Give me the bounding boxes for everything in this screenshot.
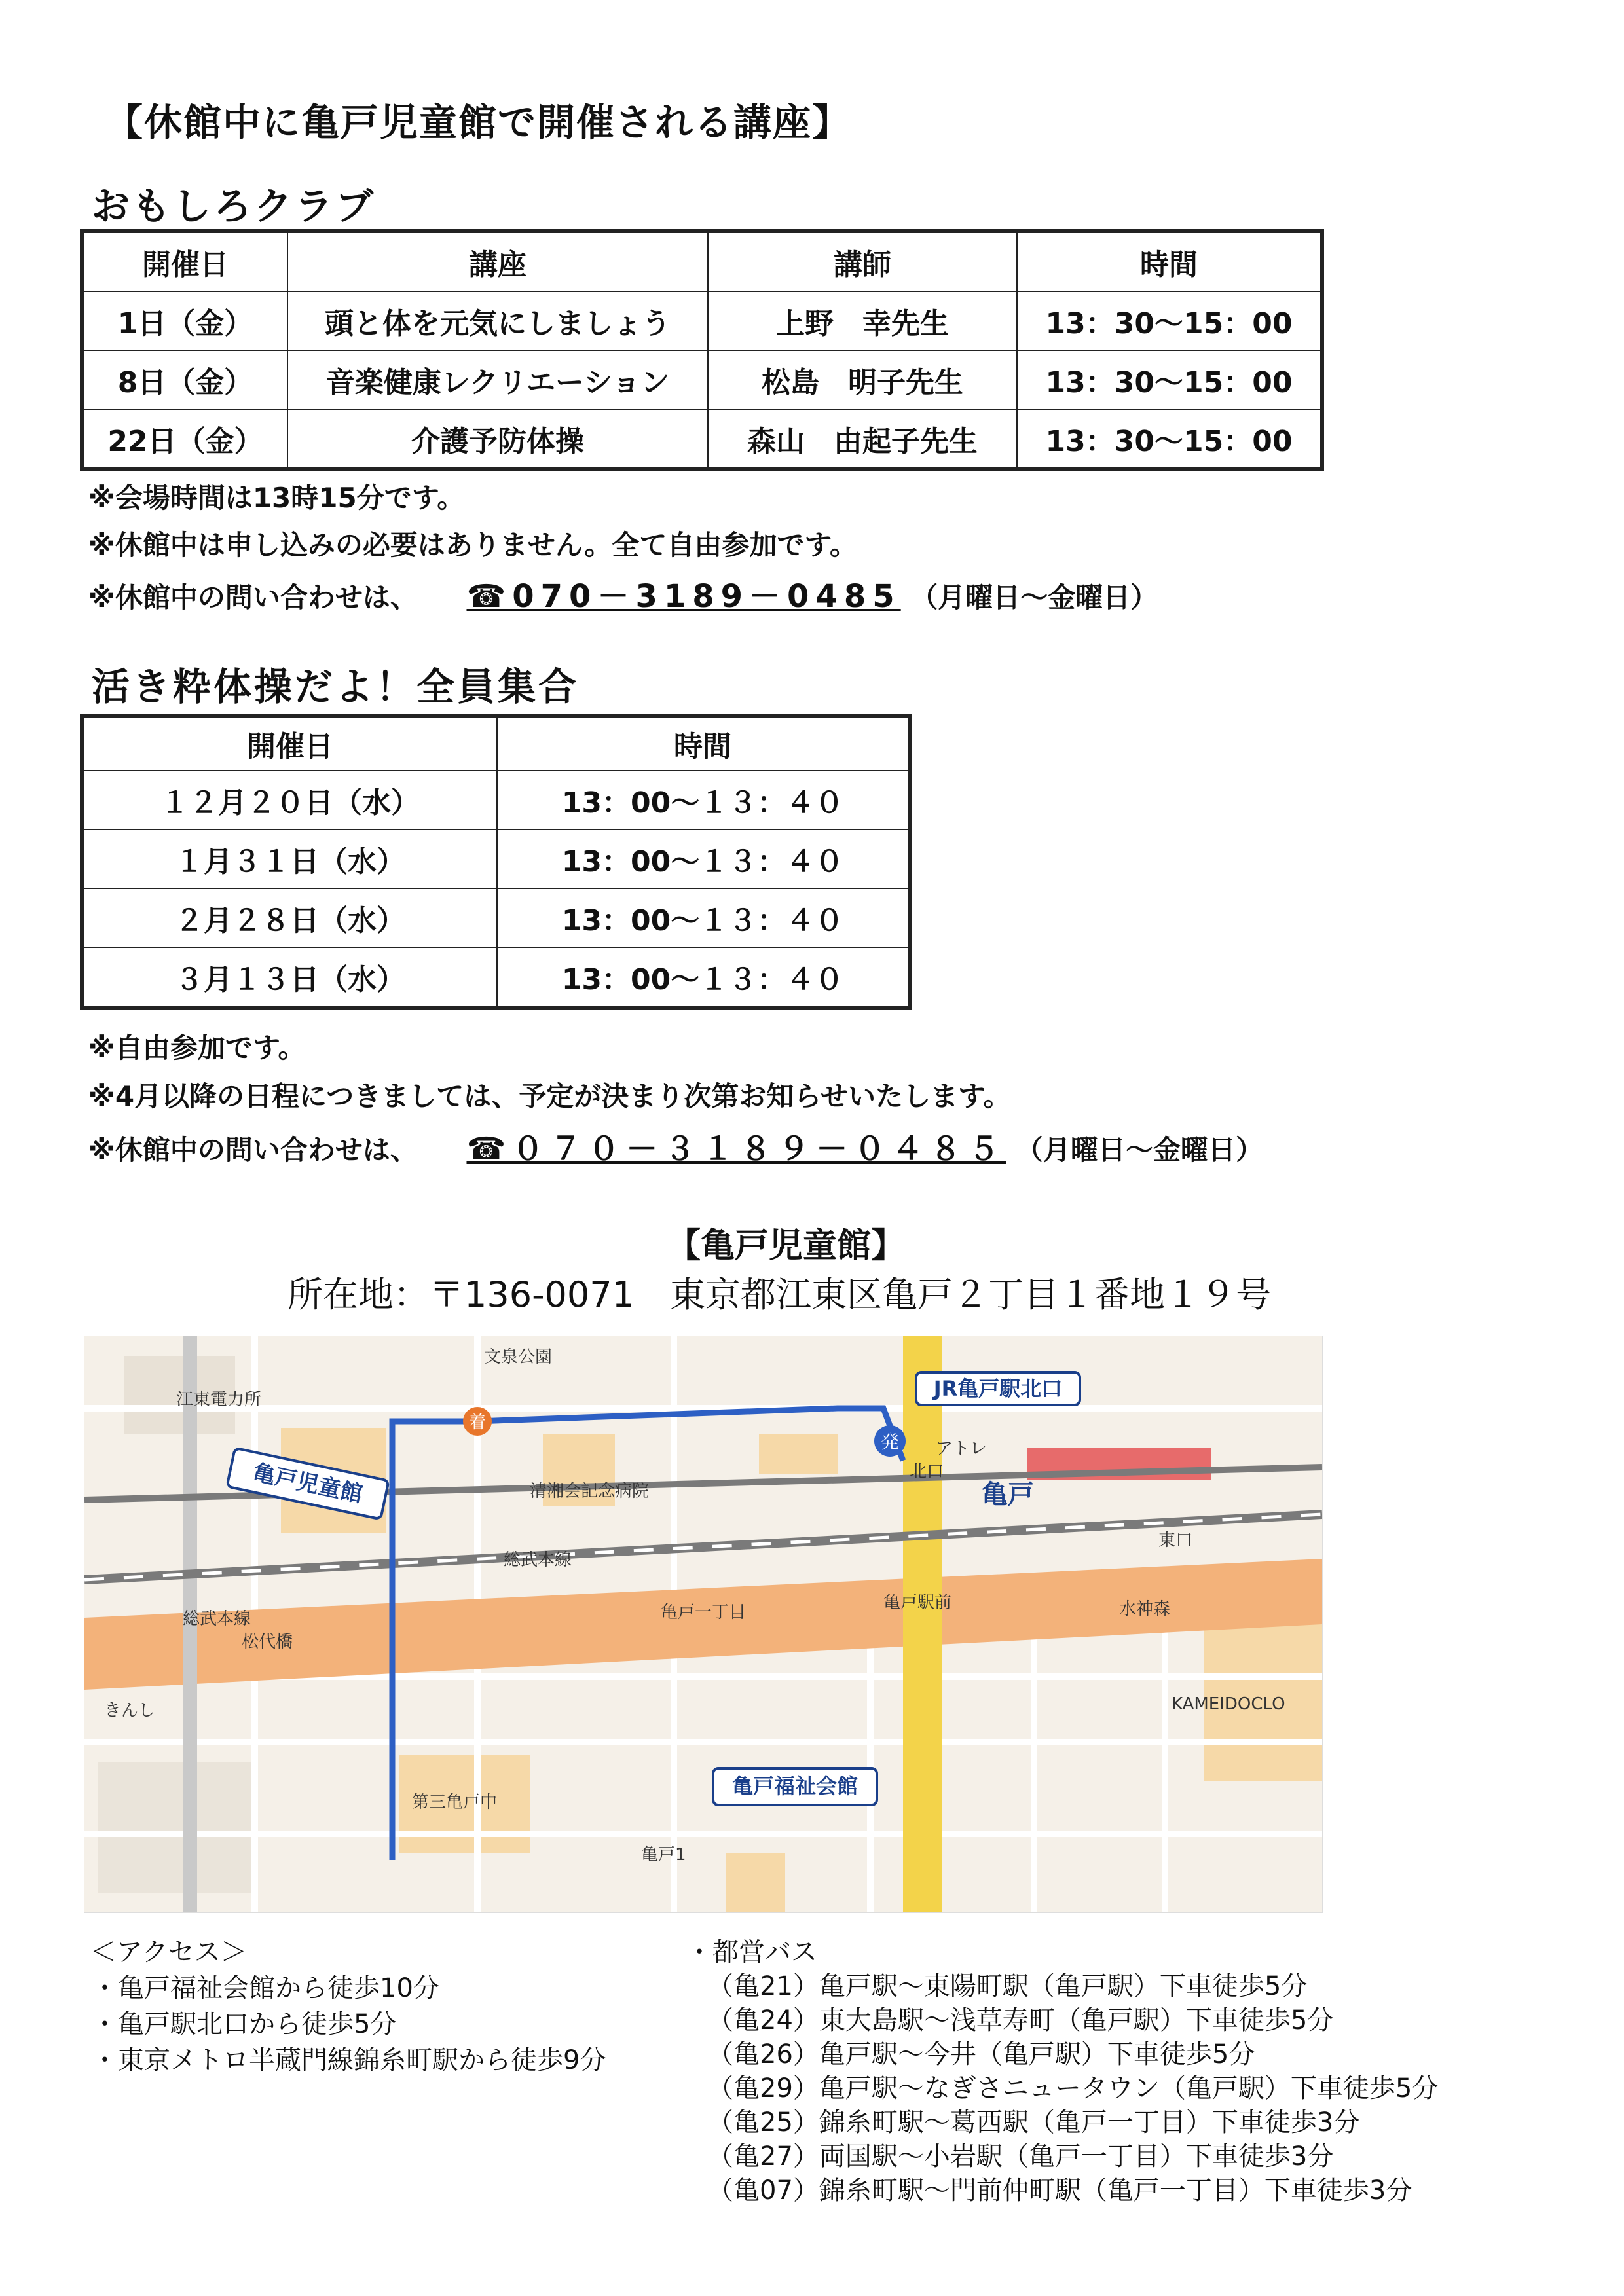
inquiry-days: （月曜日〜金曜日） bbox=[1015, 1134, 1263, 1166]
exercise-note-2: ※4月以降の日程につきましては、予定が決まり次第お知らせいたします。 bbox=[88, 1080, 1011, 1112]
club-cell: 13：30〜15：00 bbox=[1017, 409, 1322, 469]
club-header-teacher: 講師 bbox=[708, 231, 1017, 291]
exercise-cell: １２月２０日（水） bbox=[82, 771, 497, 829]
club-cell: 8日（金） bbox=[82, 350, 287, 409]
exercise-cell: 13：00〜１３：４０ bbox=[497, 947, 910, 1008]
map-label-kinshi: きんし bbox=[104, 1701, 156, 1721]
club-cell: 上野 幸先生 bbox=[708, 291, 1017, 350]
bus-heading: ・都営バス bbox=[686, 1937, 817, 1967]
table-row bbox=[82, 888, 910, 947]
map-label-fukushi: 亀戸福祉会館 bbox=[731, 1774, 858, 1798]
page-title: 【休館中に亀戸児童館で開催される講座】 bbox=[105, 100, 852, 145]
club-cell: 音楽健康レクリエーション bbox=[287, 350, 708, 409]
bus-item: （亀26）亀戸駅〜今井（亀戸駅）下車徒歩5分 bbox=[707, 2039, 1255, 2069]
access-map bbox=[84, 1336, 1323, 1913]
club-cell: 介護予防体操 bbox=[287, 409, 708, 469]
exercise-header-date: 開催日 bbox=[82, 716, 497, 771]
bus-item: （亀07）錦糸町駅〜門前仲町駅（亀戸一丁目）下車徒歩3分 bbox=[707, 2176, 1412, 2206]
map-label-north-exit: 北口 bbox=[910, 1462, 944, 1482]
table-row bbox=[82, 947, 910, 1008]
map-block bbox=[759, 1434, 838, 1474]
map-label-kameido1: 亀戸1 bbox=[641, 1845, 686, 1865]
inquiry-days: （月曜日〜金曜日） bbox=[910, 581, 1158, 613]
table-row bbox=[82, 771, 910, 829]
map-label-matsudai: 松代橋 bbox=[242, 1632, 293, 1652]
map-label-daisan: 第三亀戸中 bbox=[412, 1793, 498, 1812]
map-block bbox=[98, 1762, 255, 1893]
exercise-inquiry bbox=[88, 1123, 1263, 1169]
club-heading: おもしろクラブ bbox=[92, 184, 377, 228]
access-item: ・亀戸福祉会館から徒歩10分 bbox=[92, 1973, 439, 2003]
map-start-mark: 発 bbox=[880, 1431, 900, 1453]
map-label-kameido1chome: 亀戸一丁目 bbox=[661, 1603, 747, 1622]
club-cell: 13：30〜15：00 bbox=[1017, 350, 1322, 409]
table-row bbox=[82, 409, 1322, 469]
bus-item: （亀27）両国駅〜小岩駅（亀戸一丁目）下車徒歩3分 bbox=[707, 2141, 1334, 2172]
map-svg bbox=[84, 1336, 1322, 1912]
exercise-note-1: ※自由参加です。 bbox=[88, 1032, 306, 1064]
club-note-1: ※会場時間は13時15分です。 bbox=[88, 482, 465, 514]
inquiry-prefix: ※休館中の問い合わせは、 bbox=[88, 1134, 418, 1166]
map-label-bunkyo: 文泉公園 bbox=[484, 1347, 553, 1367]
club-cell: 13：30〜15：00 bbox=[1017, 291, 1322, 350]
map-road-vertical bbox=[903, 1336, 942, 1912]
club-inquiry bbox=[88, 571, 1158, 616]
club-cell: 1日（金） bbox=[82, 291, 287, 350]
exercise-cell: 13：00〜１３：４０ bbox=[497, 888, 910, 947]
map-block bbox=[726, 1853, 785, 1912]
map-label-ekimae: 亀戸駅前 bbox=[883, 1593, 952, 1613]
exercise-heading: 活き粋体操だよ！全員集合 bbox=[92, 665, 580, 709]
phone-number[interactable]: ☎０７０－３１８９－０４８５ bbox=[466, 1131, 1006, 1167]
exercise-cell: ２月２８日（水） bbox=[82, 888, 497, 947]
club-cell: 森山 由起子先生 bbox=[708, 409, 1017, 469]
map-label-denryoku: 江東電力所 bbox=[176, 1390, 262, 1410]
access-item: ・東京メトロ半蔵門線錦糸町駅から徒歩9分 bbox=[92, 2045, 606, 2075]
club-note-2: ※休館中は申し込みの必要はありません。全て自由参加です。 bbox=[88, 529, 857, 561]
map-label-station: 亀戸 bbox=[982, 1480, 1034, 1510]
map-label-sobu1: 総武本線 bbox=[504, 1550, 572, 1570]
exercise-table bbox=[80, 714, 912, 1010]
inquiry-prefix: ※休館中の問い合わせは、 bbox=[88, 581, 418, 613]
club-table bbox=[80, 229, 1324, 471]
map-label-kameidoclo: KAMEIDOCLO bbox=[1172, 1694, 1285, 1714]
bus-item: （亀29）亀戸駅〜なぎさニュータウン（亀戸駅）下車徒歩5分 bbox=[707, 2073, 1439, 2104]
table-row bbox=[82, 829, 910, 888]
club-cell: 松島 明子先生 bbox=[708, 350, 1017, 409]
phone-number[interactable]: ☎070－3189－0485 bbox=[466, 578, 901, 615]
map-goal-mark: 着 bbox=[468, 1413, 487, 1432]
club-header-date: 開催日 bbox=[82, 231, 287, 291]
club-header-time: 時間 bbox=[1017, 231, 1322, 291]
map-label-suijin: 水神森 bbox=[1119, 1599, 1171, 1619]
map-label-seishinkai: 清湘会記念病院 bbox=[530, 1482, 650, 1501]
club-cell: 頭と体を元気にしましょう bbox=[287, 291, 708, 350]
exercise-header-time: 時間 bbox=[497, 716, 910, 771]
map-label-jr-north: JR亀戸駅北口 bbox=[933, 1376, 1063, 1401]
facility-address: 所在地：〒136-0071 東京都江東区亀戸２丁目１番地１９号 bbox=[287, 1274, 1271, 1315]
bus-item: （亀25）錦糸町駅〜葛西駅（亀戸一丁目）下車徒歩3分 bbox=[707, 2107, 1360, 2138]
table-row bbox=[82, 350, 1322, 409]
map-label-sobu2: 総武本線 bbox=[183, 1609, 251, 1629]
map-label-atre: アトレ bbox=[936, 1439, 987, 1459]
access-item: ・亀戸駅北口から徒歩5分 bbox=[92, 2009, 397, 2039]
exercise-cell: 13：00〜１３：４０ bbox=[497, 771, 910, 829]
exercise-cell: 13：00〜１３：４０ bbox=[497, 829, 910, 888]
bus-item: （亀24）東大島駅〜浅草寿町（亀戸駅）下車徒歩5分 bbox=[707, 2005, 1334, 2035]
map-label-jidokan: 亀戸児童館 bbox=[250, 1459, 365, 1508]
exercise-cell: １月３１日（水） bbox=[82, 829, 497, 888]
bus-item: （亀21）亀戸駅〜東陽町駅（亀戸駅）下車徒歩5分 bbox=[707, 1971, 1308, 2001]
facility-name: 【亀戸児童館】 bbox=[666, 1226, 905, 1266]
club-cell: 22日（金） bbox=[82, 409, 287, 469]
access-heading: ＜アクセス＞ bbox=[90, 1937, 247, 1967]
club-header-course: 講座 bbox=[287, 231, 708, 291]
table-row bbox=[82, 291, 1322, 350]
map-label-east-exit: 東口 bbox=[1158, 1531, 1193, 1550]
exercise-cell: ３月１３日（水） bbox=[82, 947, 497, 1008]
